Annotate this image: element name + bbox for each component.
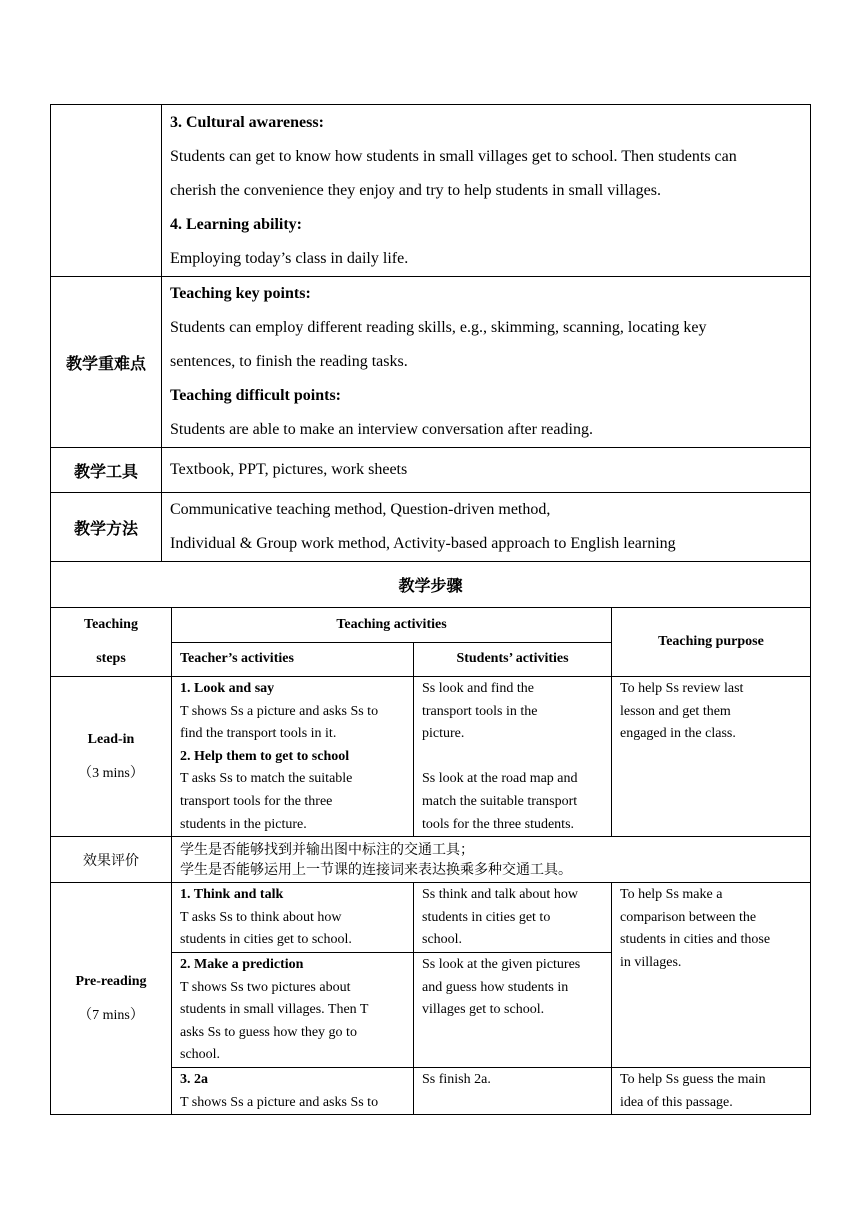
student-activity-text: students in cities get to [422,909,551,925]
evaluation-row [51,837,811,883]
activity-text: students in cities get to school. [180,932,352,948]
evaluation-label: 效果评价 [51,837,172,883]
activity-text: transport tools for the three [180,793,333,809]
key-points-text: sentences, to finish the reading tasks. [170,353,408,370]
teaching-steps-header [51,608,172,677]
purpose-text: idea of this passage. [620,1094,733,1110]
evaluation-content-cell [172,837,811,883]
objectives-row [51,105,811,277]
student-activity-text: and guess how students in [422,979,569,995]
student-activity-text: transport tools in the [422,703,538,719]
purpose-text: To help Ss make a [620,887,723,903]
key-points-label: 教学重难点 [51,277,162,448]
student-activity-text: Ss finish 2a. [422,1071,491,1087]
methods-content-cell [162,493,811,562]
lead-in-stage-cell [51,677,172,837]
activity-text: students in small villages. Then T [180,1002,369,1018]
activity-text: T shows Ss a picture and asks Ss to [180,703,379,719]
pre-reading-purpose-cell [612,1067,811,1114]
pre-reading-students-cell [414,1067,612,1114]
spacer [422,746,603,769]
teaching-steps-header-line: steps [96,651,126,666]
learning-ability-text: Employing today’s class in daily life. [170,250,409,267]
student-activity-text: villages get to school. [422,1002,545,1018]
activity-text: find the transport tools in it. [180,726,337,742]
header-row [51,608,811,643]
key-points-heading: Teaching key points: [170,285,311,302]
student-activity-text: Ss look at the road map and [422,771,578,787]
purpose-text: engaged in the class. [620,726,736,742]
student-activity-text: tools for the three students. [422,816,575,832]
activity-text: T shows Ss two pictures about [180,979,351,995]
student-activity-text: school. [422,932,463,948]
learning-ability-heading: 4. Learning ability: [170,216,303,233]
difficult-points-text: Students are able to make an interview conversation after reading. [170,421,593,438]
student-activity-text: Ss look and find the [422,681,534,696]
evaluation-text: 学生是否能够运用上一节课的连接词来表达换乘多种交通工具。 [180,861,572,878]
student-activity-text: Ss look at the given pictures [422,956,581,972]
pre-reading-time: （7 mins） [78,1007,144,1023]
objectives-table [50,104,811,608]
objectives-content-cell [162,105,811,277]
purpose-text: To help Ss review last [620,681,744,696]
lead-in-time: （3 mins） [78,765,144,781]
key-points-row [51,277,811,448]
activity-heading: 1. Look and say [180,681,275,696]
objectives-label-cell [51,105,162,277]
lead-in-row [51,677,811,837]
purpose-text: in villages. [620,954,682,970]
steps-title: 教学步骤 [51,562,811,608]
activity-heading: 2. Help them to get to school [180,748,350,764]
evaluation-text: 学生是否能够找到并输出图中标注的交通工具； [180,841,474,858]
pre-reading-stage: Pre-reading [75,973,147,989]
teaching-purpose-header: Teaching purpose [612,608,811,677]
student-activity-text: match the suitable transport [422,793,578,809]
teaching-activities-header: Teaching activities [172,608,612,643]
tools-content-cell [162,448,811,493]
cultural-awareness-text: Students can get to know how students in small villages get to school. Then students can [170,148,737,165]
teaching-steps-header-line: Teaching [84,617,138,632]
activity-text: T shows Ss a picture and asks Ss to [180,1094,379,1110]
lead-in-purpose-cell [612,677,811,837]
activity-heading: 2. Make a prediction [180,956,304,972]
tools-text: Textbook, PPT, pictures, work sheets [170,461,408,478]
key-points-content-cell [162,277,811,448]
pre-reading-students-cell [414,952,612,1067]
student-activity-text: Ss think and talk about how [422,887,578,903]
methods-text: Communicative teaching method, Question-driven method, [170,501,551,518]
methods-label: 教学方法 [51,493,162,562]
purpose-text: lesson and get them [620,703,731,719]
activity-text: school. [180,1047,221,1063]
cultural-awareness-heading: 3. Cultural awareness: [170,114,324,131]
activity-heading: 1. Think and talk [180,887,284,903]
purpose-text: comparison between the [620,909,757,925]
activity-heading: 3. 2a [180,1071,208,1087]
purpose-text: To help Ss guess the main [620,1071,766,1087]
students-activities-header: Students’ activities [414,642,612,677]
difficult-points-heading: Teaching difficult points: [170,387,341,404]
lesson-plan-document [50,104,810,1115]
tools-row [51,448,811,493]
lead-in-teacher-cell [172,677,414,837]
lead-in-stage: Lead-in [87,731,135,747]
purpose-text: students in cities and those [620,932,771,948]
pre-reading-teacher-cell [172,1067,414,1114]
lead-in-students-cell [414,677,612,837]
activity-text: T asks Ss to match the suitable [180,771,353,787]
teaching-steps-table [50,607,811,1115]
pre-reading-row-1 [51,883,811,953]
teacher-activities-header: Teacher’s activities [172,642,414,677]
pre-reading-students-cell [414,883,612,953]
cultural-awareness-text: cherish the convenience they enjoy and try to help students in small villages. [170,182,661,199]
activity-text: students in the picture. [180,816,307,832]
activity-text: asks Ss to guess how they go to [180,1024,357,1040]
tools-label: 教学工具 [51,448,162,493]
methods-text: Individual & Group work method, Activity-based approach to English learning [170,535,676,552]
pre-reading-teacher-cell [172,952,414,1067]
activity-text: T asks Ss to think about how [180,909,342,925]
student-activity-text: picture. [422,726,465,742]
methods-row [51,493,811,562]
pre-reading-stage-cell [51,883,172,1115]
pre-reading-purpose-cell [612,883,811,1068]
key-points-text: Students can employ different reading skills, e.g., skimming, scanning, locating key [170,319,707,336]
pre-reading-teacher-cell [172,883,414,953]
steps-title-row [51,562,811,608]
